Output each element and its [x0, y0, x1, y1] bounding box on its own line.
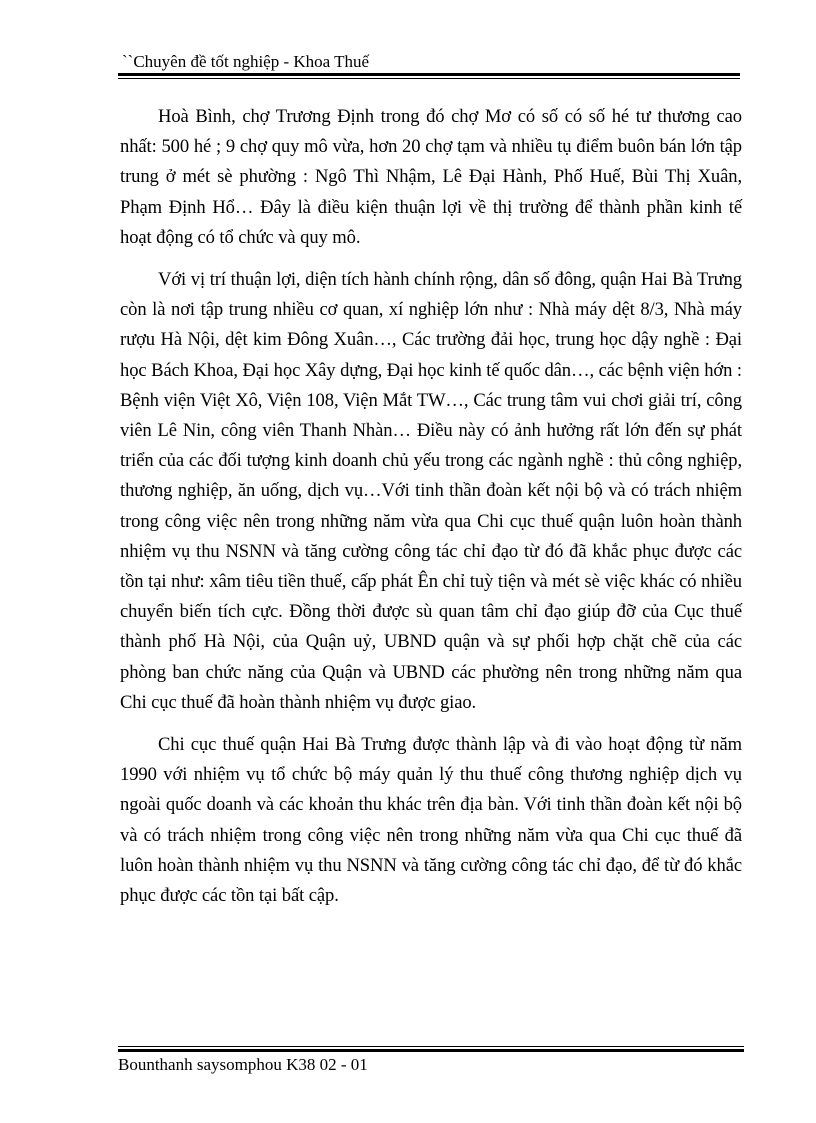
paragraph-2: Với vị trí thuận lợi, diện tích hành chính rộng, dân số đông, quận Hai Bà Trưng còn là nơi tập trung nhiều cơ quan, xí nghiệp lớn như : Nhà máy dệt 8/3, Nhà máy rượu Hà Nội, dệt kim Đông Xuân…, Các trường đải học, trung học dậy nghề : Đại học Bách Khoa, Đại học Xây dựng, Đại học kinh tế quốc dân…, các bệnh viện hớn : Bệnh viện Việt Xô, Viện 108, Viện Mắt TW…, Các trung tâm vui chơi giải trí, công viên Lê Nin, công viên Thanh Nhàn… Điều này có ảnh hưởng rất lớn đến sự phát triển của các đối tượng kinh doanh chủ yếu trong các ngành nghề : thủ công nghiệp, thương nghiệp, ăn uống, dịch vụ…Với tinh thần đoàn kết nội bộ và có trách nhiệm trong công việc nên trong những năm vừa qua Chi cục thuế quận luôn hoàn thành nhiệm vụ thu NSNN và tăng cường công tác chỉ đạo từ đó đã khắc phục được các tồn tại như: xâm tiêu tiền thuế, cấp phát Ên chỉ tuỳ tiện và mét sè việc khác có nhiều chuyển biến tích cực. Đồng thời được sù quan tâm chỉ đạo giúp đỡ của Cục thuế thành phố Hà Nội, của Quận uỷ, UBND quận và sự phối hợp chặt chẽ của các phòng ban chức năng của Quận và UBND các phường nên trong những năm qua Chi cục thuế đã hoàn thành nhiệm vụ được giao.: [120, 269, 742, 713]
footer-author: Bounthanh saysomphou K38 02 - 01: [118, 1055, 368, 1074]
paragraph-1: Hoà Bình, chợ Trương Định trong đó chợ Mơ có số có số hé tư thương cao nhất: 500 hé ; 9 chợ quy mô vừa, hơn 20 chợ tạm và nhiều tụ điểm buôn bán lớn tập trung ở mét sè phường : Ngô Thì Nhậm, Lê Đại Hành, Phố Huế, Bùi Thị Xuân, Phạm Định Hổ… Đây là điều kiện thuận lợi về thị trường để thành phần kinh tế hoạt động có tổ chức và quy mô.: [120, 106, 742, 248]
header-rule-thick: [118, 73, 740, 76]
paragraph-3: Chi cục thuế quận Hai Bà Trưng được thành lập và đi vào hoạt động từ năm 1990 với nhiệm vụ tổ chức bộ máy quản lý thu thuế công thương nghiệp dịch vụ ngoài quốc doanh và các khoản thu khác trên địa bàn. Với tinh thần đoàn kết nội bộ và có trách nhiệm trong công việc nên trong những năm vừa qua Chi cục thuế đã luôn hoàn thành nhiệm vụ thu NSNN và tăng cường công tác chỉ đạo, để từ đó khắc phục được các tồn tại bất cập.: [120, 734, 742, 907]
footer-rule-thin: [118, 1046, 744, 1047]
page-header: [118, 52, 740, 79]
document-body: [120, 102, 742, 923]
header-title: ``Chuyên đề tốt nghiệp - Khoa Thuế: [122, 52, 370, 71]
footer-rule-thick: [118, 1049, 744, 1052]
header-rule-thin: [118, 78, 740, 79]
page-footer: [118, 1046, 744, 1076]
